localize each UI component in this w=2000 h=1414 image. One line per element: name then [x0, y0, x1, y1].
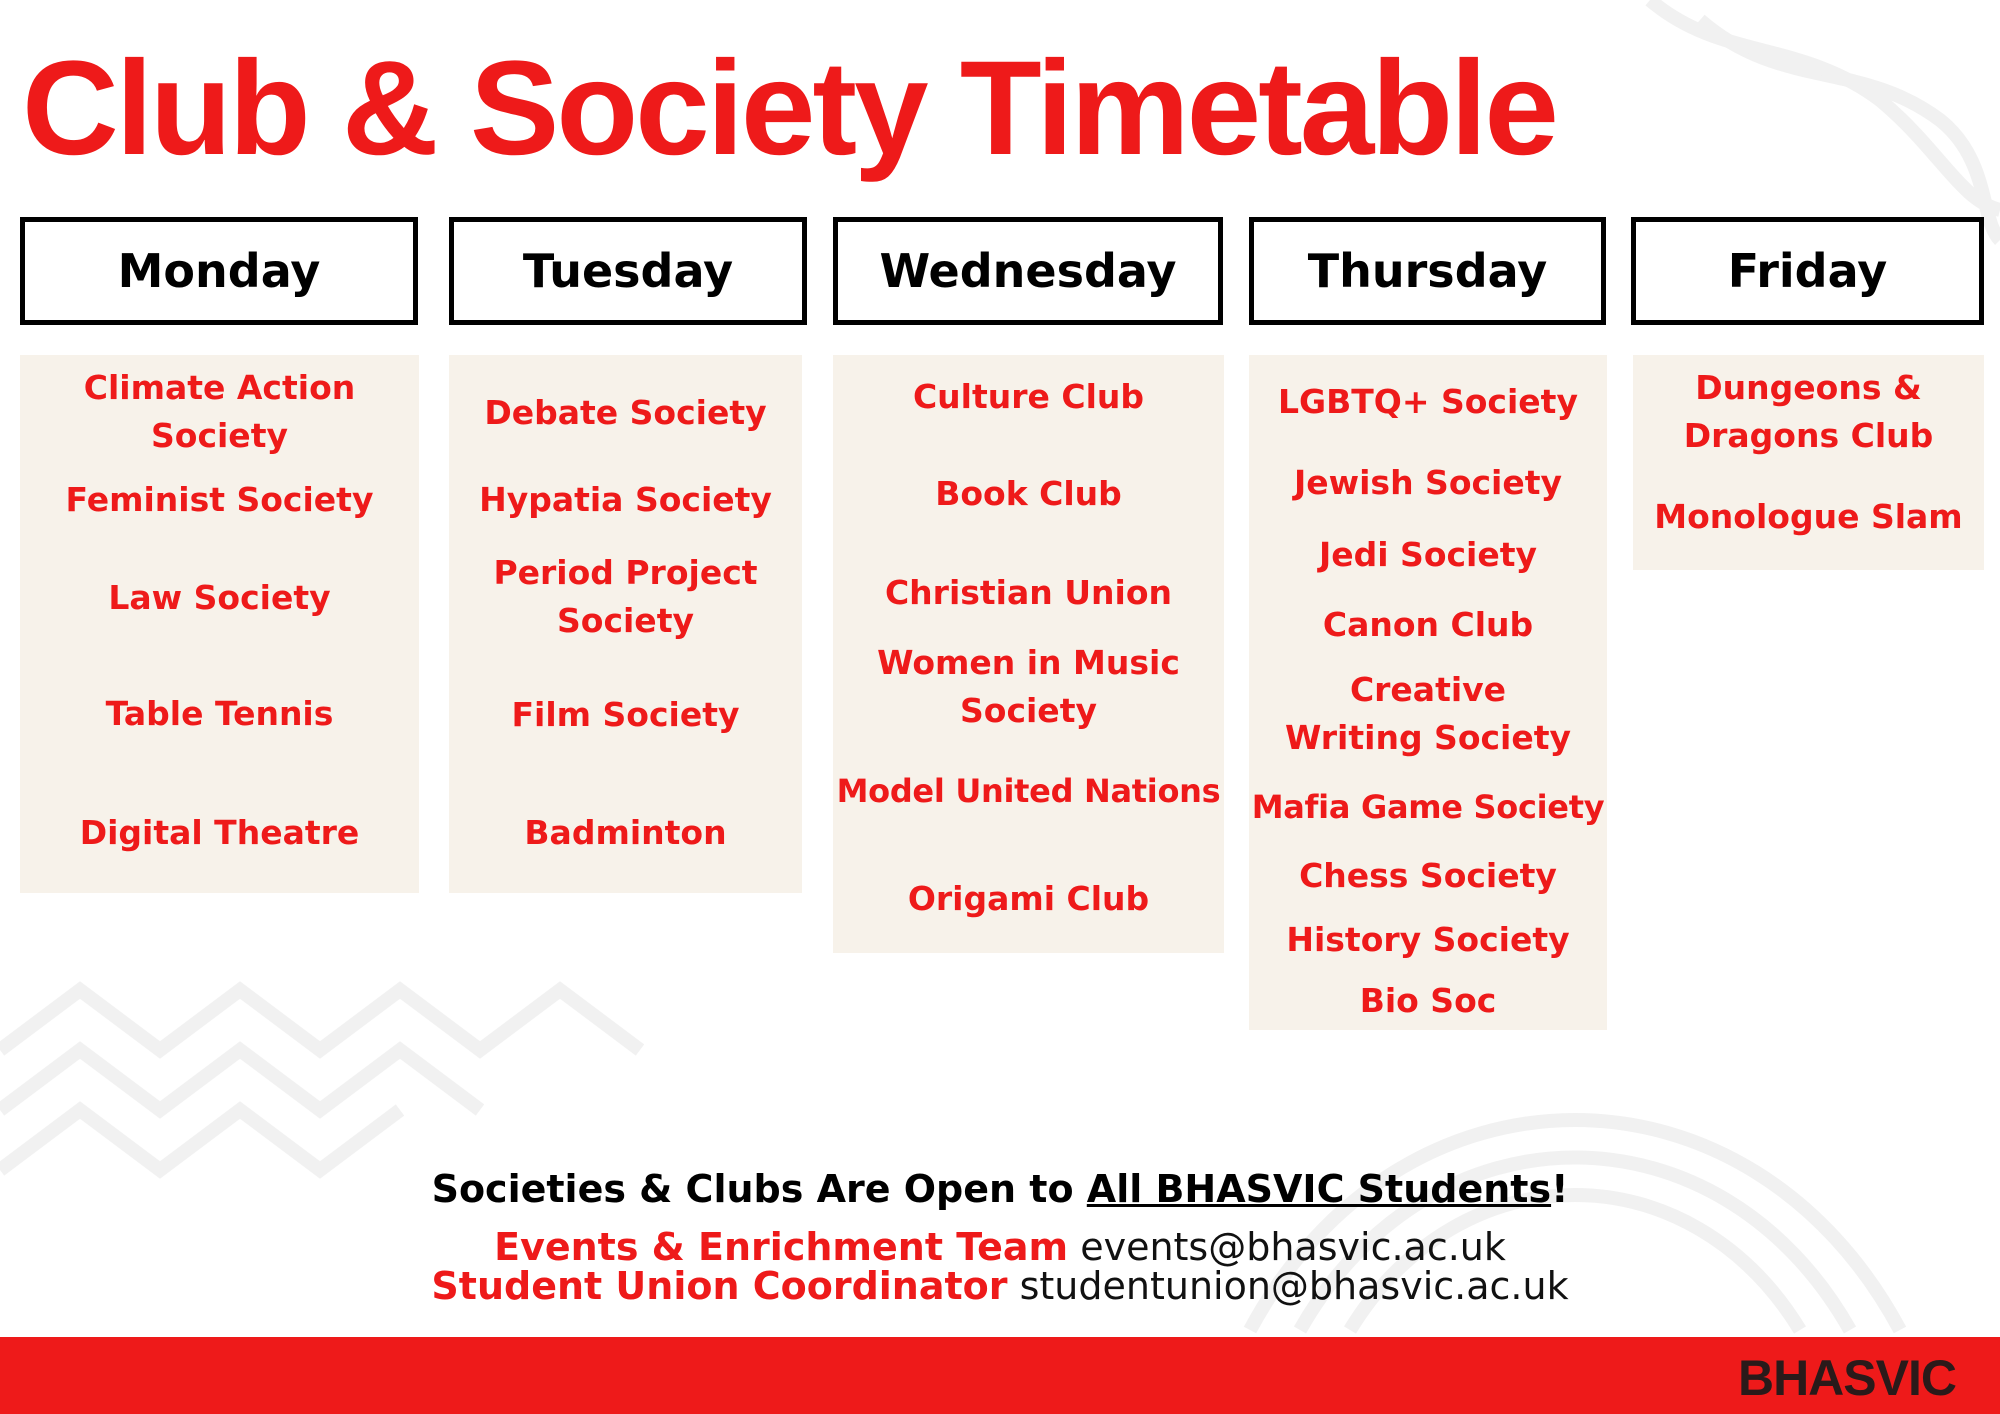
- club-item: Debate Society: [484, 393, 767, 432]
- club-item: LGBTQ+ Society: [1278, 382, 1578, 421]
- page-title: Club & Society Timetable: [22, 34, 1556, 183]
- wednesday-club-list: [833, 355, 1224, 953]
- club-item: Hypatia Society: [479, 480, 772, 519]
- club-item: Creative Writing Society: [1284, 670, 1572, 757]
- contact-label: Events & Enrichment Team: [494, 1225, 1069, 1269]
- notice-prefix: Societies & Clubs Are Open to: [431, 1167, 1087, 1211]
- day-header-friday: Friday: [1631, 217, 1984, 325]
- club-item: History Society: [1286, 920, 1570, 959]
- club-item: Culture Club: [912, 377, 1145, 416]
- club-item: Bio Soc: [1359, 981, 1497, 1020]
- tuesday-club-list: [449, 355, 802, 893]
- club-item: Feminist Society: [65, 480, 374, 519]
- day-header-tuesday: Tuesday: [449, 217, 807, 325]
- club-item: Climate Action Society: [83, 368, 356, 455]
- club-item: Jedi Society: [1318, 535, 1538, 574]
- club-item: Dungeons & Dragons Club: [1683, 368, 1934, 455]
- contact-email[interactable]: events@bhasvic.ac.uk: [1080, 1225, 1506, 1269]
- club-item: Chess Society: [1299, 856, 1557, 895]
- friday-club-list: [1633, 355, 1984, 570]
- open-to-all-notice: [0, 1167, 2000, 1211]
- notice-suffix: !: [1551, 1167, 1569, 1211]
- club-item: Law Society: [108, 578, 331, 617]
- contact-label: Student Union Coordinator: [431, 1264, 1008, 1308]
- day-header-thursday: Thursday: [1249, 217, 1606, 325]
- club-item: Period Project Society: [493, 553, 758, 640]
- bhasvic-logo: BHASVIC: [1737, 1350, 1956, 1406]
- club-item: Origami Club: [907, 879, 1150, 918]
- day-header-monday: Monday: [20, 217, 418, 325]
- club-item: Film Society: [511, 695, 740, 734]
- club-item: Badminton: [524, 813, 727, 852]
- club-item: Christian Union: [884, 573, 1173, 612]
- club-item: Jewish Society: [1293, 463, 1563, 502]
- footer-bar: [0, 1337, 2000, 1414]
- club-item: Table Tennis: [105, 694, 334, 733]
- contact-line-student-union: [0, 1264, 2000, 1308]
- contact-line-events: [0, 1225, 2000, 1269]
- club-item: Model United Nations: [836, 772, 1221, 810]
- day-header-wednesday: Wednesday: [833, 217, 1223, 325]
- club-item: Canon Club: [1322, 605, 1534, 644]
- club-item: Book Club: [935, 474, 1122, 513]
- club-item: Digital Theatre: [79, 813, 360, 852]
- monday-club-list: [20, 355, 419, 893]
- club-item: Women in Music Society: [877, 643, 1180, 730]
- contact-email[interactable]: studentunion@bhasvic.ac.uk: [1019, 1264, 1569, 1308]
- club-item: Mafia Game Society: [1251, 788, 1605, 826]
- club-item: Monologue Slam: [1654, 497, 1963, 536]
- notice-highlight: All BHASVIC Students: [1086, 1167, 1552, 1211]
- thursday-club-list: [1249, 355, 1607, 1030]
